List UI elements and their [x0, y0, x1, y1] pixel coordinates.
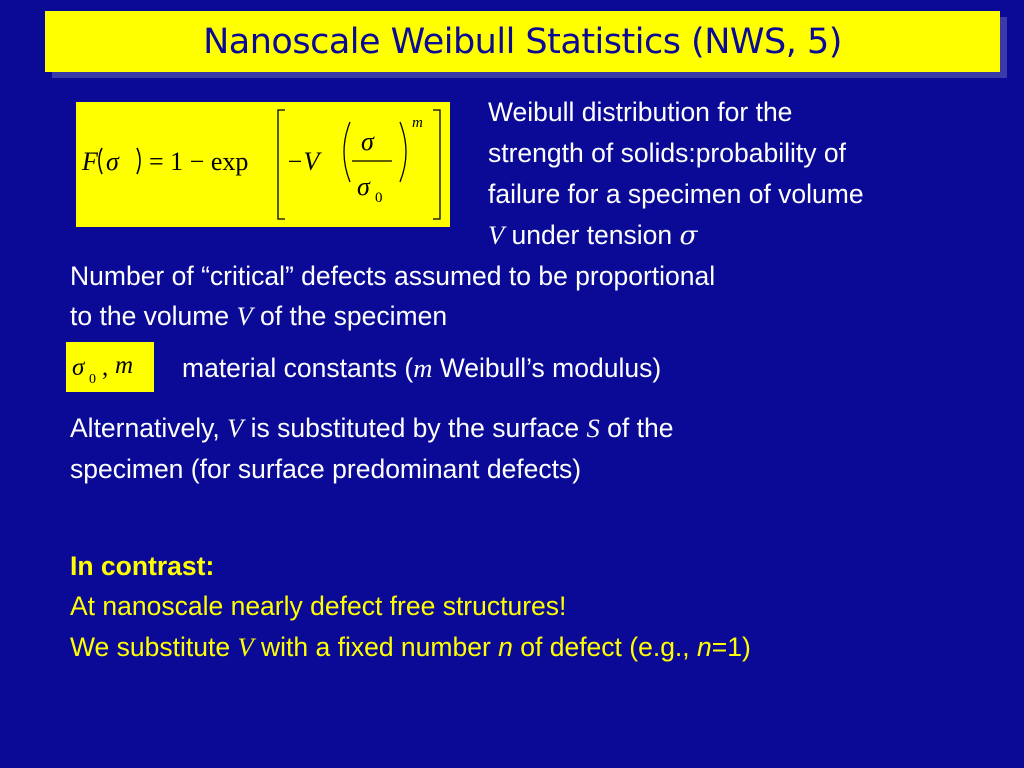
const-sigma-sub: 0 — [89, 372, 96, 387]
contrast-line-2-pre: We substitute — [70, 632, 238, 662]
var-n-2: n — [697, 632, 712, 662]
intro-line-4 — [488, 215, 698, 256]
constants-text-post: Weibull’s modulus) — [432, 353, 662, 383]
constants-text-pre: material constants ( — [182, 353, 414, 383]
var-n: n — [498, 632, 513, 662]
defects-line-2-pre: to the volume — [70, 301, 237, 331]
formula-one-minus-exp: = 1 − exp — [149, 147, 249, 176]
alternative-line-1-post: of the — [599, 413, 674, 443]
constants-graphic — [66, 342, 154, 392]
var-v: V — [488, 220, 505, 250]
intro-line-1: Weibull distribution for the — [488, 97, 793, 127]
contrast-line-2-end: =1) — [711, 632, 751, 662]
contrast-line-2 — [70, 627, 751, 667]
var-v: V — [236, 301, 253, 331]
alternative-line-1-mid: is substituted by the surface — [243, 413, 587, 443]
var-v: V — [227, 413, 244, 443]
constants-text — [182, 348, 661, 388]
contrast-line-1: At nanoscale nearly defect free structures! — [70, 591, 567, 621]
defects-line-1: Number of “critical” defects assumed to be proportional — [70, 261, 716, 291]
const-sep: , — [102, 354, 109, 381]
contrast-line-2-mid: with a fixed number — [253, 632, 499, 662]
defects-line-2 — [70, 296, 447, 336]
formula-sigma: σ — [106, 147, 119, 176]
page-title: Nanoscale Weibull Statistics (NWS, 5) — [203, 21, 842, 62]
formula-denominator: σ — [357, 172, 370, 201]
weibull-formula — [76, 102, 450, 227]
alternative-line-1-pre: Alternatively, — [70, 413, 228, 443]
var-m: m — [413, 353, 433, 383]
var-v: V — [237, 632, 254, 662]
const-sigma: σ — [72, 354, 85, 381]
alternative-line-2: specimen (for surface predominant defects) — [70, 454, 582, 484]
formula-denominator-sub: 0 — [375, 190, 383, 206]
contrast-line-2-post: of defect (e.g., — [512, 632, 698, 662]
var-sigma: σ — [679, 220, 698, 251]
formula-minus-v: −V — [286, 147, 320, 176]
alternative-line-1 — [70, 408, 673, 448]
constants-box — [66, 342, 154, 392]
intro-line-2: strength of solids:probability of — [488, 138, 846, 168]
title-box — [45, 11, 1000, 72]
contrast-heading: In contrast: — [70, 551, 215, 581]
defects-line-2-post: of the specimen — [252, 301, 448, 331]
const-m: m — [115, 352, 134, 379]
intro-line-3: failure for a specimen of volume — [488, 179, 864, 209]
formula-f: F — [82, 147, 98, 176]
var-s: S — [586, 413, 600, 443]
formula-numerator: σ — [361, 127, 374, 156]
intro-line-4-text: under tension — [504, 220, 680, 250]
formula-graphic — [76, 102, 450, 227]
formula-exponent: m — [412, 115, 423, 131]
